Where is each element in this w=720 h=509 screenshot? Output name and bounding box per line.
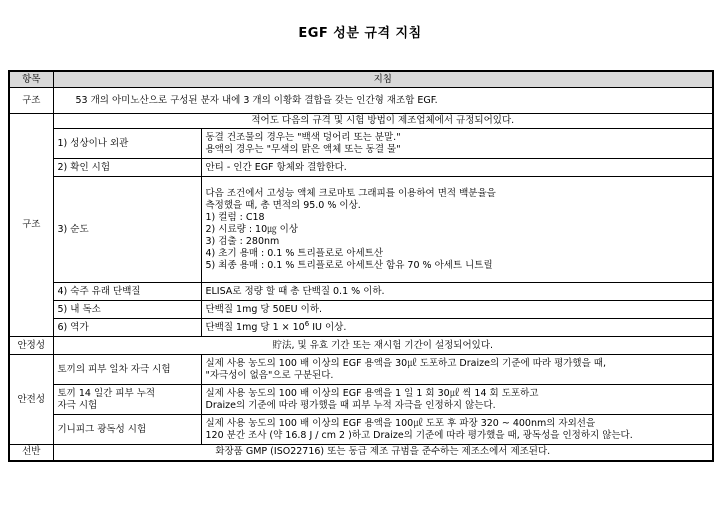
spec-text: 동결 건조물의 경우는 "백색 덩어리 또는 분말." 용액의 경우는 "무색의 맑은 액체 또는 동결 물" xyxy=(201,129,713,159)
spec-text: 실제 사용 농도의 100 배 이상의 EGF 용액을 30㎕ 도포하고 Draize의 기준에 따라 평가했을 때, "자극성이 없음"으로 구분된다. xyxy=(201,355,713,385)
manufacturing-label: 선반 xyxy=(9,445,53,461)
manufacturing-row xyxy=(9,445,713,461)
spec-name: 토끼의 피부 일차 자극 시험 xyxy=(53,355,201,385)
spec-name: 3) 순도 xyxy=(53,177,201,283)
table-row xyxy=(9,159,713,177)
header-guideline: 지침 xyxy=(53,71,713,88)
table-row xyxy=(9,177,713,283)
spec-text xyxy=(201,319,713,337)
spec-name: 4) 숙주 유래 단백질 xyxy=(53,283,201,301)
potency-before: 단백질 1mg 당 1 × 10 xyxy=(205,321,305,333)
table-row xyxy=(9,385,713,415)
structure-text: 53 개의 아미노산으로 구성된 분자 내에 3 개의 이황화 결합을 갖는 인간형 재조합 EGF. xyxy=(53,88,713,114)
table-row xyxy=(9,355,713,385)
spec-table xyxy=(8,70,714,462)
table-row xyxy=(9,319,713,337)
table-row xyxy=(9,283,713,301)
manufacturing-text: 화장품 GMP (ISO22716) 또는 동급 제조 규범을 준수하는 제조소에서 제조된다. xyxy=(53,445,713,461)
spec-name: 5) 내 독소 xyxy=(53,301,201,319)
spec-text: 안티 - 인간 EGF 항체와 결합한다. xyxy=(201,159,713,177)
composition-intro: 적어도 다음의 규격 및 시험 방법이 제조업체에서 규정되어있다. xyxy=(53,114,713,129)
spec-text: 실제 사용 농도의 100 배 이상의 EGF 용액을 100㎕ 도포 후 파장 320 ~ 400nm의 자외선을 120 분간 조사 (약 16.8 J / cm 2 )하고 Draize의 기준에 따라 평가했을 때, 광독성을 인정하지 않는다. xyxy=(201,415,713,445)
structure-row xyxy=(9,88,713,114)
table-row xyxy=(9,415,713,445)
page-title: EGF 성분 규격 지침 xyxy=(298,26,422,41)
potency-after: IU 이상. xyxy=(309,321,347,333)
header-row xyxy=(9,71,713,88)
stability-row xyxy=(9,337,713,355)
potency-exponent: 6 xyxy=(304,319,310,328)
spec-text: 실제 사용 농도의 100 배 이상의 EGF 용액을 1 일 1 회 30㎕ 씩 14 회 도포하고 Draize의 기준에 따라 평가했을 때 피부 누적 자극을 인정하지 않는다. xyxy=(201,385,713,415)
spec-text: ELISA로 정량 할 때 총 단백질 0.1 % 이하. xyxy=(201,283,713,301)
stability-text: 貯法, 및 유효 기간 또는 재시험 기간이 설정되어있다. xyxy=(53,337,713,355)
table-row xyxy=(9,301,713,319)
stability-label: 안정성 xyxy=(9,337,53,355)
spec-name: 1) 성상이나 외관 xyxy=(53,129,201,159)
spec-name: 2) 확인 시험 xyxy=(53,159,201,177)
composition-label: 구조 xyxy=(9,114,53,337)
spec-name: 6) 역가 xyxy=(53,319,201,337)
spec-text: 단백질 1mg 당 50EU 이하. xyxy=(201,301,713,319)
spec-name: 기니피그 광독성 시험 xyxy=(53,415,201,445)
structure-label: 구조 xyxy=(9,88,53,114)
composition-intro-row xyxy=(9,114,713,129)
safety-label: 안전성 xyxy=(9,355,53,445)
table-row xyxy=(9,129,713,159)
spec-name: 토끼 14 일간 피부 누적 자극 시험 xyxy=(53,385,201,415)
spec-text: 다음 조건에서 고성능 액체 크로마토 그래피를 이용하여 면적 백분율을 측정했을 때, 총 면적의 95.0 % 이상. 1) 컬럼 : C18 2) 시료량 : 10㎍ 이상 3) 검출 : 280nm 4) 초기 용매 : 0.1 % 트리플로로 아세트산 5) 최종 용매 : 0.1 % 트리플로로 아세트산 함유 70 % 아세트 니트릴 xyxy=(201,177,713,283)
header-item: 항목 xyxy=(9,71,53,88)
